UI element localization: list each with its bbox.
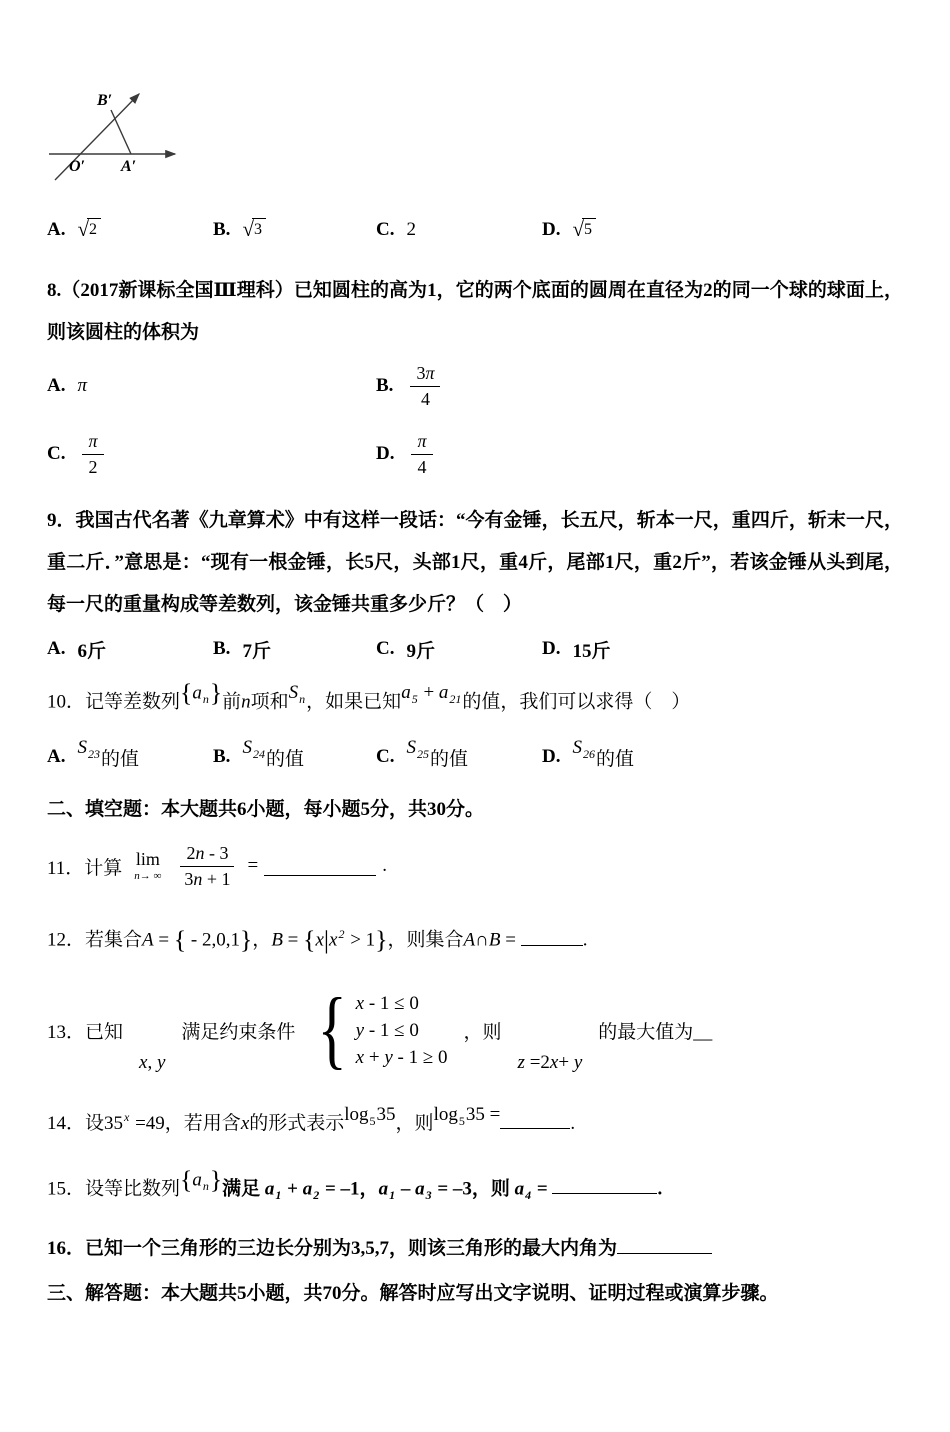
math-variable: π	[425, 363, 435, 383]
math-numerator	[180, 842, 234, 867]
option-label: A.	[47, 638, 66, 659]
math-numerator	[410, 362, 440, 387]
option-value	[77, 430, 108, 478]
math-text: ，则	[463, 1022, 502, 1044]
math-text: {	[180, 678, 193, 707]
math-variable: y	[156, 1051, 166, 1073]
question8-option-d	[376, 430, 438, 478]
math-cases-row	[356, 1047, 448, 1069]
math-text: {	[180, 1164, 193, 1194]
question10-option-c	[376, 737, 542, 771]
math-subscript: n	[299, 692, 306, 707]
math-subscript: 25	[416, 747, 429, 762]
option-value: 7斤	[242, 640, 271, 662]
option-value	[406, 219, 416, 241]
question7-option-d	[542, 218, 596, 241]
math-text: .	[657, 1178, 663, 1200]
math-text: 11．计算	[47, 857, 123, 879]
math-variable: y	[573, 1051, 583, 1073]
math-variable: n	[193, 868, 203, 889]
option-value	[406, 737, 468, 771]
figure-label-a-prime: A′	[121, 158, 137, 175]
math-numerator	[82, 430, 103, 455]
math-variable: a	[302, 1178, 313, 1200]
math-text: log	[344, 1103, 369, 1125]
math-numerator	[411, 430, 432, 455]
math-text: =	[153, 929, 174, 951]
math-variable: x	[355, 1046, 365, 1068]
math-raised-group	[180, 1159, 222, 1202]
math-subscript: 5	[458, 1113, 465, 1128]
math-variable: z	[517, 1051, 525, 1073]
math-text: =	[247, 855, 259, 877]
math-text: 的值	[595, 748, 634, 770]
math-text: log	[433, 1103, 458, 1125]
section3-header: 三、解答题：本大题共5小题，共70分。解答时应写出文字说明、证明过程或演算步骤。	[47, 1283, 779, 1305]
math-text: - 1 ≤ 0	[364, 1019, 419, 1041]
math-text: - 3	[204, 843, 229, 864]
math-text: +	[282, 1178, 303, 1200]
math-raised-group	[406, 737, 430, 762]
math-radicand: 5	[582, 218, 596, 239]
math-text: 的最大值为__	[598, 1022, 713, 1044]
option-value	[242, 737, 304, 771]
math-fraction	[410, 362, 440, 410]
question7-option-a	[47, 218, 213, 241]
math-denominator	[178, 867, 236, 891]
math-text: 15．设等比数列	[47, 1178, 181, 1200]
question7-figure	[47, 88, 222, 188]
question8-options-row2	[47, 428, 903, 480]
option-label: A.	[47, 746, 66, 768]
math-text: .	[570, 1112, 576, 1134]
option-value	[406, 430, 437, 478]
math-text: - 1 ≤ 0	[364, 992, 419, 1014]
math-radicand: 2	[87, 218, 101, 239]
math-variable: x	[315, 929, 324, 951]
math-text: 满足	[222, 1178, 265, 1200]
question9-option-a	[47, 636, 213, 663]
math-text: = –3，则	[432, 1178, 515, 1200]
math-limit	[134, 850, 161, 882]
question7-option-c	[376, 219, 542, 241]
math-subscript: 5	[411, 692, 418, 707]
math-text: .	[382, 855, 388, 877]
option-value	[572, 218, 596, 241]
math-limit-word: lim	[135, 849, 160, 870]
math-text: 2	[88, 456, 98, 477]
math-text: =49，若用含	[130, 1112, 241, 1134]
math-text: =	[282, 929, 304, 951]
figure-axes-svg	[47, 88, 187, 188]
option-value	[405, 362, 445, 410]
math-raised-group	[77, 737, 101, 762]
math-subscript: 24	[252, 747, 265, 762]
question10-option-a	[47, 737, 213, 771]
math-superscript: 2	[338, 926, 345, 941]
math-text: + 1	[202, 868, 231, 889]
option-label: B.	[213, 638, 231, 659]
math-variable: π	[77, 375, 88, 396]
question8-options-row1	[47, 360, 903, 412]
math-subscript: 3	[425, 1188, 432, 1203]
math-text: =	[500, 929, 521, 951]
question8-option-c	[47, 430, 376, 478]
question8-text: 8.（2017新课标全国Ⅲ理科）已知圆柱的高为1，它的两个底面的圆周在直径为2的同一个球的球面上，则该圆柱的体积为	[47, 280, 903, 343]
math-text: 12．若集合	[47, 929, 143, 951]
question13-text	[47, 979, 903, 1083]
math-subscript: 5	[369, 1113, 376, 1128]
math-variable: a	[401, 682, 411, 704]
math-subscript: 26	[582, 747, 595, 762]
figure-label-b-prime: B′	[97, 92, 113, 109]
math-variable: y	[355, 1019, 365, 1041]
math-text: ，如果已知	[306, 691, 402, 713]
math-cases-rows	[356, 993, 448, 1069]
math-text: =	[532, 1178, 553, 1200]
math-text: {	[303, 925, 316, 955]
math-text: 35	[104, 1112, 124, 1134]
math-variable: π	[88, 431, 98, 451]
question11-text	[47, 837, 903, 895]
math-denominator	[412, 455, 433, 479]
math-text: }	[239, 925, 253, 955]
math-denominator	[83, 455, 104, 479]
math-variable: a	[378, 1178, 389, 1200]
math-text: ，则	[395, 1112, 434, 1134]
math-variable: A	[463, 929, 476, 951]
option-value	[242, 218, 266, 241]
math-variable: x	[329, 929, 338, 951]
math-text: 2	[406, 219, 416, 240]
math-variable: x	[139, 1051, 148, 1073]
math-superscript: x	[124, 1109, 130, 1124]
math-text: 的值	[100, 748, 139, 770]
math-variable: B	[271, 929, 283, 951]
math-raised-group	[434, 1090, 501, 1141]
math-cases	[311, 981, 448, 1079]
math-limit-under: n→ ∞	[134, 870, 162, 883]
math-variable: S	[288, 682, 299, 704]
math-variable: S	[77, 737, 87, 759]
question7-options	[47, 212, 903, 248]
math-raised-group	[180, 671, 222, 716]
math-radical	[77, 218, 101, 241]
question9-text: 9．我国古代名著《九章算术》中有这样一段话：“今有金锤，长五尺，斩本一尺，重四斤，斩末一尺，重二斤．”意思是：“现有一根金锤，长5尺，头部1尺，重4斤，尾部1尺，重2斤”，若该金锤从头到尾，每一尺的重量构成等差数列，该金锤共重多少斤？（ ）	[47, 510, 903, 615]
math-variable: a	[192, 682, 202, 704]
math-lowered-group	[139, 1052, 165, 1074]
math-radicand: 3	[252, 218, 266, 239]
math-radical	[242, 218, 266, 241]
math-variable: x	[549, 1051, 559, 1073]
math-text: 4	[417, 456, 427, 477]
question8-option-b	[376, 362, 445, 410]
math-text: 13．已知	[47, 1022, 124, 1044]
math-variable: n	[241, 691, 251, 713]
math-subscript: 1	[389, 1188, 396, 1203]
math-subscript: 21	[449, 692, 462, 707]
math-subscript: n	[202, 1179, 209, 1194]
math-text: .	[582, 929, 588, 951]
math-text: 35	[376, 1103, 396, 1125]
question10-option-d	[542, 737, 634, 771]
math-text: ,	[147, 1051, 157, 1073]
math-text: 满足约束条件	[181, 1022, 296, 1044]
math-text: ∩	[475, 929, 489, 951]
question10-option-b	[213, 737, 376, 771]
math-raised-group	[401, 671, 462, 716]
math-text: 项和	[250, 691, 289, 713]
math-variable: a	[264, 1178, 275, 1200]
math-variable: a	[192, 1169, 202, 1191]
math-text: 的形式表示	[249, 1112, 345, 1134]
math-text: 35	[465, 1103, 485, 1125]
math-subscript: 23	[87, 747, 100, 762]
math-variable: x	[240, 1112, 250, 1134]
math-text: > 1	[345, 929, 376, 951]
math-text: =	[484, 1103, 501, 1125]
math-cases-row	[356, 993, 448, 1015]
math-raised-group	[289, 671, 307, 716]
math-variable: B	[488, 929, 501, 951]
math-subscript: 2	[313, 1188, 320, 1203]
math-text: }	[209, 1164, 223, 1194]
math-lowered-group	[518, 1052, 583, 1074]
math-answer-blank	[500, 1109, 570, 1129]
option-label: B.	[376, 375, 394, 396]
option-label: D.	[542, 746, 561, 768]
math-variable: π	[417, 431, 427, 451]
question16-text	[47, 1229, 903, 1269]
option-label: B.	[213, 219, 231, 240]
option-value: 6斤	[77, 640, 106, 662]
option-label: B.	[213, 746, 231, 768]
section2-header: 二、填空题：本大题共6小题，每小题5分，共30分。	[47, 799, 485, 821]
option-value	[572, 737, 634, 771]
option-value	[77, 737, 139, 771]
option-value	[77, 375, 87, 397]
question15-text	[47, 1164, 903, 1211]
math-text: +	[364, 1046, 385, 1068]
math-cases-brace: {	[317, 981, 348, 1079]
math-variable: a	[438, 682, 449, 704]
question10-text	[47, 680, 903, 725]
question9-option-c	[376, 636, 542, 663]
option-label: C.	[376, 219, 395, 240]
question9-option-b	[213, 636, 376, 663]
math-text: 的值，我们可以求得（ ）	[462, 691, 691, 713]
math-text: 10．记等差数列	[47, 691, 181, 713]
math-variable: n	[195, 843, 205, 864]
math-variable: S	[406, 737, 416, 759]
question12-text	[47, 919, 903, 962]
question10-options	[47, 739, 903, 775]
math-text: 14．设	[47, 1112, 105, 1134]
math-text: 3	[416, 363, 426, 383]
math-radical-sign: √	[572, 217, 585, 242]
math-variable: x	[355, 992, 365, 1014]
math-text: - 2,0,1	[186, 929, 240, 951]
option-label: D.	[376, 443, 395, 464]
math-text: 4	[420, 388, 430, 409]
math-fraction	[411, 430, 432, 478]
math-subscript: n	[202, 692, 209, 707]
figure-label-o-prime: O′	[69, 158, 86, 175]
math-text: 3	[184, 868, 194, 889]
option-value	[77, 218, 101, 241]
math-raised-group	[572, 737, 596, 762]
math-cases-row	[356, 1020, 448, 1042]
math-variable: a	[415, 1178, 425, 1200]
math-text: |	[323, 925, 330, 955]
math-text: = –1，	[320, 1178, 379, 1200]
question9-options	[47, 634, 903, 664]
math-text: =2	[524, 1051, 550, 1073]
exam-page	[0, 88, 950, 1432]
math-text: }	[209, 678, 223, 707]
option-label: D.	[542, 219, 561, 240]
math-text: +	[558, 1051, 574, 1073]
option-label: C.	[376, 746, 395, 768]
math-text: ，	[252, 929, 272, 951]
math-text: 前	[222, 691, 242, 713]
math-text: ，则集合	[387, 929, 464, 951]
question8-option-a	[47, 375, 376, 397]
math-text: 的值	[429, 748, 468, 770]
math-text: +	[418, 682, 439, 704]
math-text: }	[375, 925, 388, 955]
math-answer-blank	[617, 1234, 712, 1254]
option-label: C.	[47, 443, 66, 464]
math-variable: a	[514, 1178, 525, 1200]
option-label: A.	[47, 219, 66, 240]
option-value: 15斤	[572, 640, 611, 662]
option-value: 9斤	[406, 640, 435, 662]
option-label: D.	[542, 638, 561, 659]
question7-option-b	[213, 218, 376, 241]
math-fraction	[178, 842, 236, 890]
math-variable: S	[242, 737, 252, 759]
math-fraction	[82, 430, 103, 478]
math-text: 16．已知一个三角形的三边长分别为3,5,7，则该三角形的最大内角为	[47, 1238, 618, 1260]
math-raised-group	[242, 737, 266, 762]
math-subscript: 4	[525, 1188, 532, 1203]
math-answer-blank	[264, 856, 376, 876]
math-text: {	[173, 925, 187, 955]
math-variable: S	[572, 737, 582, 759]
math-radical	[572, 218, 596, 241]
math-text: 的值	[265, 748, 304, 770]
question14-text	[47, 1099, 903, 1150]
math-answer-blank	[521, 926, 583, 946]
math-denominator	[415, 387, 436, 411]
math-radical-sign: √	[242, 217, 254, 242]
math-radical-sign: √	[77, 217, 90, 242]
math-text: - 1 ≥ 0	[392, 1046, 448, 1068]
question9-option-d	[542, 636, 611, 663]
math-raised-group	[344, 1090, 395, 1141]
math-variable: A	[142, 929, 154, 951]
math-subscript: 1	[275, 1188, 282, 1203]
math-answer-blank	[552, 1174, 657, 1194]
math-text: 2	[186, 843, 196, 864]
option-label: C.	[376, 638, 395, 659]
math-variable: y	[384, 1046, 393, 1068]
option-label: A.	[47, 375, 66, 396]
math-text: –	[396, 1178, 416, 1200]
